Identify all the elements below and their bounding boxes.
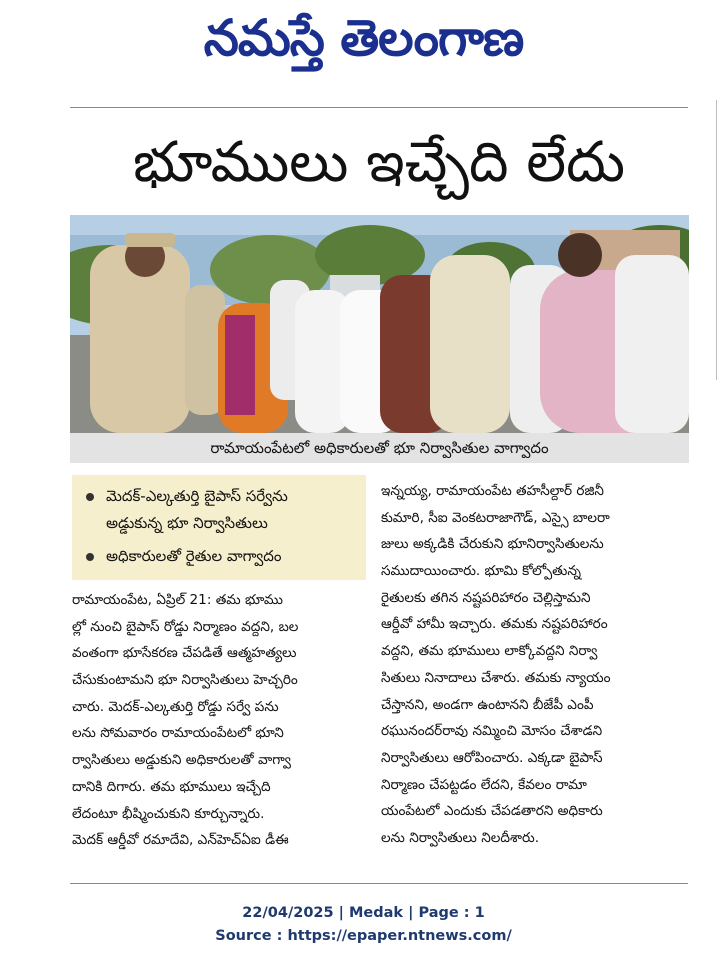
body-line: మెదక్‌ ఆర్డీవో రమాదేవి, ఎన్‌హెచ్‌ఏఐ డీఈ xyxy=(72,832,289,849)
source-link[interactable]: Source : https://epaper.ntnews.com/ xyxy=(215,928,512,944)
edition-info: 22/04/2025 | Medak | Page : 1 xyxy=(242,905,485,921)
body-line: రామాయంపేట, ఏప్రిల్‌ 21: తమ భూము xyxy=(72,592,283,608)
body-line: యంపేటలో ఎందుకు చేపడతారని అధికారు xyxy=(381,803,603,820)
body-line: వంతంగా భూసేకరణ చేపడితే ఆత్మహత్యలు xyxy=(72,645,297,662)
page-footer xyxy=(0,902,727,948)
bullet-icon xyxy=(86,553,94,561)
body-line: లను సోమవారం రామాయంపేటలో భూని xyxy=(72,725,284,742)
body-line: రఘునందర్‌రావు నమ్మించి మోసం చేశాడని xyxy=(381,723,603,740)
body-line: నిర్వాసితులు ఆరోపించారు. ఎక్కడా బైపాస్‌ xyxy=(381,749,603,766)
body-line: లేదంటూ భీష్మించుకుని కూర్చున్నారు. xyxy=(72,805,265,822)
body-line: ఆర్డీవో హామీ ఇచ్చారు. తమకు నష్టపరిహారం xyxy=(381,616,608,633)
highlights-box xyxy=(72,475,366,580)
body-line: చారు. మెదక్‌-ఎల్కతుర్తి రోడ్డు సర్వే పను xyxy=(72,698,279,715)
article-body-right-column xyxy=(381,478,688,852)
highlight-item xyxy=(86,483,366,537)
highlight-item xyxy=(86,543,366,570)
article-body-left-column xyxy=(72,587,366,854)
body-line: చేస్తానని, అండగా ఉంటానని బీజేపీ ఎంపీ xyxy=(381,696,594,713)
body-line: లను నిర్వాసితులు నిలదీశారు. xyxy=(381,829,540,846)
page-edge-line xyxy=(716,100,717,380)
highlight-line: అడ్డుకున్న భూ నిర్వాసితులు xyxy=(106,514,268,532)
newspaper-logo: నమస్తే తెలంగాణ xyxy=(203,9,524,67)
article-headline: భూములు ఇచ్చేది లేదు xyxy=(132,130,625,195)
body-line: ల్లో నుంచి బైపాస్‌ రోడ్డు నిర్మాణం వద్దని, బల xyxy=(72,618,299,635)
body-line: కుమారి, సీఐ వెంకటరాజాగౌడ్‌, ఎస్సై బాలరా xyxy=(381,509,610,526)
top-divider xyxy=(70,107,688,108)
photo-caption: రామాయంపేటలో అధికారులతో భూ నిర్వాసితుల వాగ్వాదం xyxy=(70,433,689,463)
masthead xyxy=(0,0,727,80)
news-photo xyxy=(70,215,689,433)
body-line: రైతులకు తగిన నష్టపరిహారం చెల్లిస్తామని xyxy=(381,589,591,606)
highlight-line: మెదక్‌-ఎల్కతుర్తి బైపాస్‌ సర్వేను xyxy=(106,487,288,505)
bottom-divider xyxy=(70,883,688,884)
body-line: సితులు నినాదాలు చేశారు. తమకు న్యాయం xyxy=(381,669,611,686)
body-line: ర్వాసితులు అడ్డుకుని అధికారులతో వాగ్వా xyxy=(72,752,291,769)
body-line: దానికి దిగారు. తమ భూములు ఇచ్చేది xyxy=(72,778,271,795)
body-line: ఇన్నయ్య, రామాయంపేట తహసీల్దార్‌ రజినీ xyxy=(381,483,604,499)
body-line: వద్దని, తమ భూములు లాక్కోవద్దని నిర్వా xyxy=(381,643,598,660)
body-line: జులు అక్కడికి చేరుకుని భూనిర్వాసితులను xyxy=(381,536,604,553)
body-line: సముదాయించారు. భూమి కోల్పోతున్న xyxy=(381,563,581,580)
body-line: చేసుకుంటామని భూ నిర్వాసితులు హెచ్చరిం xyxy=(72,672,298,689)
body-line: నిర్మాణం చేపట్టడం లేదని, కేవలం రామా xyxy=(381,776,587,793)
highlight-line: అధికారులతో రైతుల వాగ్వాదం xyxy=(106,547,282,565)
bullet-icon xyxy=(86,493,94,501)
